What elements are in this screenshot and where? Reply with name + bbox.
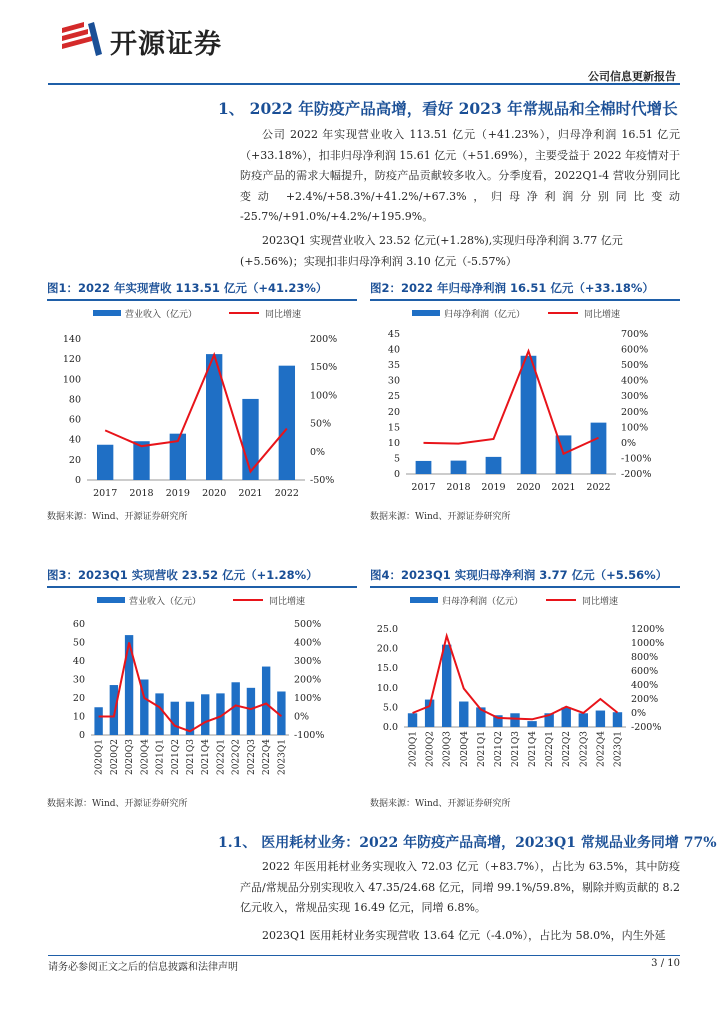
figure-source: 数据来源：Wind、开源证券研究所 bbox=[370, 512, 511, 522]
x-tick-label: 2018 bbox=[129, 488, 154, 499]
y-tick-label: 20 bbox=[68, 454, 81, 466]
paragraph: 2022 年医用耗材业务实现收入 72.03 亿元（+83.7%），占比为 63.5%，其中防疫产品/常规品分别实现收入 47.35/24.68 亿元，同增 99.1%/59.8%，剔除并购贡献的 8.2 亿元收入，常规品实现 16.49 亿元，同增 6.8%。 bbox=[240, 860, 680, 914]
legend-bar-swatch bbox=[412, 310, 440, 316]
y2-tick-label: 0% bbox=[621, 437, 637, 449]
x-tick-label: 2022Q3 bbox=[579, 731, 590, 768]
y2-tick-label: 600% bbox=[631, 666, 659, 677]
legend-label: 营业收入（亿元） bbox=[129, 597, 202, 607]
y2-tick-label: 200% bbox=[621, 406, 649, 418]
y-tick-label: 50 bbox=[72, 637, 85, 649]
y2-tick-label: 800% bbox=[631, 652, 659, 663]
bar bbox=[442, 645, 451, 727]
growth-line bbox=[424, 351, 599, 454]
y2-tick-label: 50% bbox=[310, 418, 332, 430]
y2-tick-label: 500% bbox=[621, 360, 649, 372]
chart bbox=[47, 302, 357, 502]
bar bbox=[521, 356, 537, 474]
y-tick-label: 20.0 bbox=[376, 643, 398, 655]
bar bbox=[110, 685, 118, 735]
bar bbox=[408, 713, 417, 727]
x-tick-label: 2021Q1 bbox=[476, 731, 487, 768]
x-tick-label: 2020Q2 bbox=[109, 739, 120, 776]
legend-label: 同比增速 bbox=[265, 310, 302, 320]
x-tick-label: 2020Q4 bbox=[459, 731, 470, 768]
y2-tick-label: -100% bbox=[621, 453, 652, 465]
chart bbox=[370, 302, 680, 502]
x-tick-label: 2019 bbox=[481, 482, 506, 493]
y2-tick-label: 600% bbox=[621, 344, 649, 356]
figure-title: 图1：2022 年实现营收 113.51 亿元（+41.23%） bbox=[47, 281, 328, 295]
bar bbox=[171, 702, 179, 735]
x-tick-label: 2020Q3 bbox=[125, 739, 136, 776]
figure-1 bbox=[47, 280, 357, 520]
report-type: 公司信息更新报告 bbox=[588, 70, 676, 83]
x-tick-label: 2020Q1 bbox=[94, 739, 105, 776]
bar bbox=[527, 721, 536, 727]
y-tick-label: 80 bbox=[68, 394, 81, 406]
figure-title: 图4：2023Q1 实现归母净利润 3.77 亿元（+5.56%） bbox=[370, 568, 668, 582]
y2-tick-label: 1200% bbox=[631, 624, 665, 635]
legend-label: 归母净利润（亿元） bbox=[444, 310, 526, 320]
x-tick-label: 2022Q3 bbox=[246, 739, 257, 776]
y-tick-label: 40 bbox=[72, 656, 85, 667]
bar bbox=[451, 461, 467, 474]
x-tick-label: 2021Q4 bbox=[201, 739, 212, 776]
x-tick-label: 2017 bbox=[93, 488, 118, 499]
page-number: 3 / 10 bbox=[651, 958, 680, 969]
figure-source: 数据来源：Wind、开源证券研究所 bbox=[47, 799, 188, 809]
bar bbox=[94, 707, 102, 735]
x-tick-label: 2022Q4 bbox=[262, 739, 273, 776]
x-tick-label: 2022Q1 bbox=[216, 739, 227, 776]
y-tick-label: 60 bbox=[72, 619, 85, 630]
bar bbox=[613, 712, 622, 727]
growth-line bbox=[105, 355, 287, 472]
y-tick-label: 10 bbox=[72, 711, 85, 723]
y2-tick-label: 500% bbox=[294, 619, 322, 630]
y2-tick-label: 100% bbox=[294, 693, 322, 704]
x-tick-label: 2018 bbox=[446, 482, 471, 493]
bar bbox=[510, 713, 519, 727]
y-tick-label: 5.0 bbox=[382, 702, 398, 714]
y2-tick-label: 400% bbox=[621, 375, 649, 387]
header-divider bbox=[48, 83, 680, 85]
y-tick-label: 120 bbox=[62, 354, 81, 366]
figure-title-rule bbox=[370, 299, 680, 301]
y-tick-label: 15.0 bbox=[376, 663, 398, 675]
y-tick-label: 140 bbox=[62, 334, 81, 345]
y-tick-label: 30 bbox=[72, 674, 85, 686]
figure-3 bbox=[47, 567, 357, 812]
y2-tick-label: 300% bbox=[294, 656, 322, 667]
figure-title-rule bbox=[47, 586, 357, 588]
x-tick-label: 2022 bbox=[274, 488, 299, 499]
chart bbox=[370, 589, 680, 797]
y2-tick-label: 1000% bbox=[631, 638, 665, 649]
y-tick-label: 25.0 bbox=[376, 624, 398, 635]
y2-tick-label: 400% bbox=[294, 637, 322, 649]
bar bbox=[279, 366, 295, 480]
y2-tick-label: 150% bbox=[310, 362, 338, 374]
x-tick-label: 2020 bbox=[202, 488, 227, 499]
figure-title-rule bbox=[47, 299, 357, 301]
x-tick-label: 2022 bbox=[586, 482, 611, 493]
legend-label: 归母净利润（亿元） bbox=[442, 597, 524, 607]
x-tick-label: 2019 bbox=[165, 488, 190, 499]
bar bbox=[247, 688, 255, 735]
bar bbox=[579, 713, 588, 727]
x-tick-label: 2023Q1 bbox=[613, 731, 624, 768]
y-tick-label: 15 bbox=[387, 422, 400, 434]
legend-label: 营业收入（亿元） bbox=[125, 310, 198, 320]
y2-tick-label: 100% bbox=[621, 422, 649, 434]
y-tick-label: 0 bbox=[74, 475, 81, 486]
y-tick-label: 45 bbox=[387, 329, 400, 340]
y2-tick-label: 0% bbox=[294, 711, 310, 723]
x-tick-label: 2021 bbox=[551, 482, 576, 493]
logo-mark-icon bbox=[58, 18, 106, 60]
y-tick-label: 20 bbox=[387, 406, 400, 418]
paragraph: 2023Q1 实现营业收入 23.52 亿元(+1.28%),实现归母净利润 3.77 亿元(+5.56%)；实现扣非归母净利润 3.10 亿元（-5.57%） bbox=[240, 234, 623, 268]
bar bbox=[242, 399, 258, 480]
bar bbox=[486, 457, 502, 474]
figure-title: 图2：2022 年归母净利润 16.51 亿元（+33.18%） bbox=[370, 281, 654, 295]
figure-source: 数据来源：Wind、开源证券研究所 bbox=[370, 799, 511, 809]
x-tick-label: 2022Q4 bbox=[596, 731, 607, 768]
y-tick-label: 30 bbox=[387, 375, 400, 387]
bar bbox=[459, 702, 468, 727]
footer-disclaimer: 请务必参阅正文之后的信息披露和法律声明 bbox=[48, 962, 238, 973]
x-tick-label: 2020 bbox=[516, 482, 541, 493]
chart bbox=[47, 589, 357, 797]
y2-tick-label: 200% bbox=[294, 674, 322, 686]
y-tick-label: 5 bbox=[393, 453, 400, 465]
x-tick-label: 2021Q1 bbox=[155, 739, 166, 776]
legend-label: 同比增速 bbox=[269, 597, 306, 607]
x-tick-label: 2020Q4 bbox=[140, 739, 151, 776]
y2-tick-label: -100% bbox=[294, 730, 325, 741]
y-tick-label: 0 bbox=[78, 730, 85, 741]
bar bbox=[262, 667, 270, 735]
y-tick-label: 0.0 bbox=[382, 722, 398, 733]
section-title: 1.1、 医用耗材业务：2022 年防疫产品高增，2023Q1 常规品业务同增 77% bbox=[218, 835, 717, 851]
y2-tick-label: 400% bbox=[631, 680, 659, 691]
x-tick-label: 2020Q3 bbox=[442, 731, 453, 768]
bar bbox=[97, 445, 113, 480]
bar bbox=[596, 711, 605, 727]
bar bbox=[562, 707, 571, 727]
legend-bar-swatch bbox=[97, 597, 125, 603]
y-tick-label: 20 bbox=[72, 693, 85, 704]
y2-tick-label: 700% bbox=[621, 329, 649, 340]
x-tick-label: 2021Q3 bbox=[511, 731, 521, 768]
x-tick-label: 2022Q2 bbox=[562, 731, 573, 768]
x-tick-label: 2021Q4 bbox=[528, 731, 539, 768]
y2-tick-label: 0% bbox=[310, 446, 326, 458]
y-tick-label: 40 bbox=[387, 344, 400, 356]
figure-title-rule bbox=[370, 586, 680, 588]
logo bbox=[58, 18, 258, 60]
legend-bar-swatch bbox=[410, 597, 438, 603]
figure-source: 数据来源：Wind、开源证券研究所 bbox=[47, 512, 188, 522]
y-tick-label: 100 bbox=[62, 374, 81, 386]
x-tick-label: 2022Q1 bbox=[545, 731, 556, 768]
x-tick-label: 2021Q3 bbox=[186, 739, 196, 776]
legend-bar-swatch bbox=[93, 310, 121, 316]
x-tick-label: 2020Q1 bbox=[408, 731, 419, 768]
y-tick-label: 0 bbox=[393, 469, 400, 480]
y2-tick-label: -50% bbox=[310, 475, 335, 486]
y-tick-label: 35 bbox=[387, 360, 400, 372]
y2-tick-label: 200% bbox=[310, 334, 338, 345]
y-tick-label: 40 bbox=[68, 434, 81, 446]
x-tick-label: 2021Q2 bbox=[493, 731, 504, 768]
y-tick-label: 10.0 bbox=[376, 682, 398, 694]
bar bbox=[155, 693, 163, 735]
y2-tick-label: 300% bbox=[621, 391, 649, 403]
bar bbox=[591, 423, 607, 474]
y2-tick-label: 0% bbox=[631, 708, 647, 719]
x-tick-label: 2021Q2 bbox=[170, 739, 181, 776]
section-title: 1、 2022 年防疫产品高增，看好 2023 年常规品和全棉时代增长 bbox=[218, 99, 678, 118]
y-tick-label: 60 bbox=[68, 414, 81, 426]
y-tick-label: 25 bbox=[387, 391, 400, 403]
bar bbox=[416, 461, 432, 474]
y-tick-label: 10 bbox=[387, 437, 400, 449]
legend-label: 同比增速 bbox=[582, 597, 619, 607]
figure-2 bbox=[370, 280, 680, 520]
x-tick-label: 2023Q1 bbox=[277, 739, 288, 776]
footer-divider bbox=[48, 955, 680, 956]
y2-tick-label: -200% bbox=[631, 722, 662, 733]
figure-title: 图3：2023Q1 实现营收 23.52 亿元（+1.28%） bbox=[47, 568, 318, 582]
y2-tick-label: -200% bbox=[621, 469, 652, 480]
paragraph: 2023Q1 医用耗材业务实现营收 13.64 亿元（-4.0%），占比为 58.0%，内生外延 bbox=[262, 929, 666, 942]
paragraph: 公司 2022 年实现营业收入 113.51 亿元（+41.23%），归母净利润 16.51 亿元（+33.18%），扣非归母净利润 15.61 亿元（+51.69%），主要受益于 2022 年疫情对于防疫产品的需求大幅提升，防疫产品贡献较多收入。分季度看，2022Q1-4 营收分别同比变动 +2.4%/+58.3%/+41.2%/+67.3%，归母净利润分别同比变动 -25.7%/+91.0%/+4.2%/+195.9%。 bbox=[240, 128, 680, 223]
y2-tick-label: 200% bbox=[631, 694, 659, 705]
x-tick-label: 2020Q2 bbox=[425, 731, 436, 768]
figure-4 bbox=[370, 567, 680, 812]
x-tick-label: 2021 bbox=[238, 488, 263, 499]
x-tick-label: 2022Q2 bbox=[231, 739, 242, 776]
x-tick-label: 2017 bbox=[411, 482, 436, 493]
bar bbox=[201, 694, 209, 735]
logo-text: 开源证券 bbox=[110, 29, 222, 60]
legend-label: 同比增速 bbox=[584, 310, 621, 320]
y2-tick-label: 100% bbox=[310, 390, 338, 402]
